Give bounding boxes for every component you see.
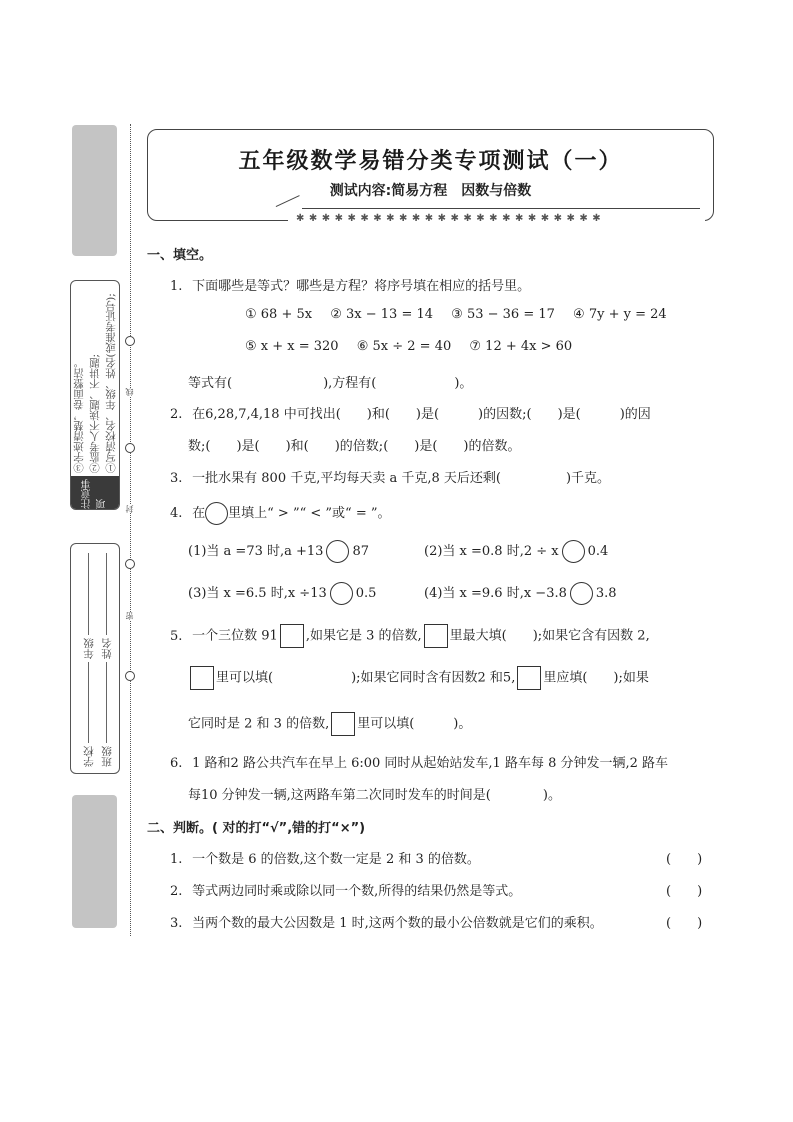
q1-item-6: ⑥ 5x ÷ 2 = 40 xyxy=(356,339,452,354)
circle-placeholder-icon xyxy=(205,502,228,525)
notice-box xyxy=(70,280,120,510)
judge-1-answer[interactable]: ( ) xyxy=(666,852,703,867)
q5-line1 xyxy=(170,624,650,648)
notice-heading-text: 注意事项 xyxy=(82,479,108,509)
student-info-box xyxy=(70,543,120,774)
q1-text: 下面哪些是等式？哪些是方程？将序号填在相应的括号里。 xyxy=(192,279,531,294)
field-line-grade[interactable] xyxy=(88,553,89,635)
q5-text-1c[interactable]: 里最大填( );如果它含有因数 2, xyxy=(449,628,650,644)
q4-number: 4. xyxy=(170,506,183,521)
q4-part-3-expr: (3)当 x =6.5 时,x ÷13 xyxy=(188,586,327,601)
q5-box-ref-1 xyxy=(424,624,448,648)
field-line-school[interactable] xyxy=(88,662,89,744)
judge-2-text: 等式两边同时乘或除以同一个数,所得的结果仍然是等式。 xyxy=(192,884,522,899)
q2-line2[interactable]: 数;( )是( )和( )的倍数;( )是( )的倍数。 xyxy=(188,439,521,454)
binding-hole-2 xyxy=(125,443,135,453)
q1-item-3: ③ 53 − 36 = 17 xyxy=(451,307,555,322)
q6-number: 6. xyxy=(170,756,183,771)
q1-line xyxy=(170,275,530,294)
q4-part-4-compare-circle[interactable] xyxy=(570,582,593,605)
judge-3-number: 3. xyxy=(170,916,183,931)
judge-item-1 xyxy=(170,848,480,867)
label-school: 学校 xyxy=(83,746,95,767)
page-title: 五年级数学易错分类专项测试（一） xyxy=(238,148,623,174)
q4-part-1 xyxy=(188,540,369,563)
title-rule-left xyxy=(158,220,278,221)
q4-part-1-value: 87 xyxy=(352,544,369,559)
field-line-name[interactable] xyxy=(106,553,107,635)
q6-line1 xyxy=(170,752,668,771)
q5-text-1a: 一个三位数 91 xyxy=(192,628,278,644)
q4-text-after: 里填上“ > ”“ < ”或“ = ”。 xyxy=(228,506,391,521)
judge-1-text: 一个数是 6 的倍数,这个数一定是 2 和 3 的倍数。 xyxy=(192,852,480,867)
judge-1-number: 1. xyxy=(170,852,183,867)
notice-lines xyxy=(73,285,117,473)
notice-line-3: ③字迹清楚，卷面整洁。 xyxy=(72,357,85,473)
binding-hole-3 xyxy=(125,559,135,569)
q5-text-1b: ,如果它是 3 的倍数, xyxy=(305,628,422,644)
q4-part-4-expr: (4)当 x =9.6 时,x −3.8 xyxy=(424,586,567,601)
q6-text-1: 1 路和2 路公共汽车在早上 6:00 同时从起始站发车,1 路车每 8 分钟发一辆,2 路车 xyxy=(192,756,669,771)
q6-line2[interactable]: 每10 分钟发一辆,这两路车第二次同时发车的时间是( )。 xyxy=(188,788,561,803)
q2-text-1[interactable]: 在6,28,7,4,18 中可找出( )和( )是( )的因数;( )是( )的因 xyxy=(192,407,651,422)
notice-line-2: ②监考人不读题、不讲题; xyxy=(88,353,101,473)
q4-part-3-value: 0.5 xyxy=(355,586,377,601)
cut-word-line: 线 xyxy=(125,388,134,396)
q4-line xyxy=(170,502,391,525)
q5-text-2a[interactable]: 里可以填( );如果它同时含有因数2 和5, xyxy=(216,670,516,686)
field-line-class[interactable] xyxy=(106,662,107,744)
binding-gray-block-top xyxy=(72,125,117,256)
label-grade: 年级 xyxy=(83,637,95,659)
q4-part-3-compare-circle[interactable] xyxy=(330,582,353,605)
label-class: 班级 xyxy=(101,746,113,767)
cut-word-secret: 密 xyxy=(125,612,134,620)
q5-digit-box[interactable] xyxy=(280,624,304,648)
binding-hole-1 xyxy=(125,336,135,346)
page-subtitle: 测试内容:简易方程 因数与倍数 xyxy=(329,183,532,199)
q5-box-ref-4 xyxy=(331,712,355,736)
judge-2-answer[interactable]: ( ) xyxy=(666,884,703,899)
judge-3-text: 当两个数的最大公因数是 1 时,这两个数的最小公倍数就是它们的乘积。 xyxy=(192,916,603,931)
q4-part-1-expr: (1)当 a =73 时,a +13 xyxy=(188,544,324,559)
q1-item-7: ⑦ 12 + 4x > 60 xyxy=(469,339,573,354)
q5-number: 5. xyxy=(170,628,183,644)
q4-part-2-value: 0.4 xyxy=(587,544,609,559)
q5-line2 xyxy=(188,666,649,690)
q4-part-3 xyxy=(188,582,376,605)
cut-word-seal: 封 xyxy=(125,505,134,513)
q4-part-2 xyxy=(424,540,608,563)
q1-item-5: ⑤ x + x = 320 xyxy=(245,339,339,354)
q1-item-4: ④ 7y + y = 24 xyxy=(573,307,667,322)
label-name: 姓名 xyxy=(101,637,113,659)
q3-line xyxy=(170,467,610,486)
judge-item-3 xyxy=(170,912,603,931)
notice-line-1: ①写清校名、年级、姓名(或准考证号); xyxy=(104,293,117,473)
q1-number: 1. xyxy=(170,279,183,294)
q1-item-1: ① 68 + 5x xyxy=(245,307,313,322)
q5-box-ref-3 xyxy=(517,666,541,690)
q4-part-1-compare-circle[interactable] xyxy=(326,540,349,563)
q4-part-2-expr: (2)当 x =0.8 时,2 ÷ x xyxy=(424,544,559,559)
q4-part-2-compare-circle[interactable] xyxy=(562,540,585,563)
notice-heading xyxy=(71,476,119,509)
q3-number: 3. xyxy=(170,471,183,486)
q5-text-2b[interactable]: 里应填( );如果 xyxy=(543,670,649,686)
judge-3-answer[interactable]: ( ) xyxy=(666,916,703,931)
q5-box-ref-2 xyxy=(190,666,214,690)
q2-line1 xyxy=(170,403,651,422)
decorative-stars: ✱✱✱✱✱✱✱✱✱✱✱✱✱✱✱✱✱✱✱✱✱✱✱✱ xyxy=(296,213,606,224)
binding-gray-block-bottom xyxy=(72,795,117,928)
q5-text-3b[interactable]: 里可以填( )。 xyxy=(357,716,472,732)
info-column-right xyxy=(99,550,114,767)
q2-number: 2. xyxy=(170,407,183,422)
judge-item-2 xyxy=(170,880,521,899)
q1-items-row1 xyxy=(245,307,667,322)
q4-text-before: 在 xyxy=(192,506,206,521)
section-2-heading: 二、判断。( 对的打“√”,错的打“×”) xyxy=(147,821,366,836)
q1-item-2: ② 3x − 13 = 14 xyxy=(330,307,434,322)
q1-answer-line[interactable]: 等式有( ),方程有( )。 xyxy=(188,376,473,391)
cut-line xyxy=(130,124,131,936)
q1-items-row2 xyxy=(245,339,572,354)
q3-text[interactable]: 一批水果有 800 千克,平均每天卖 a 千克,8 天后还剩( )千克。 xyxy=(192,471,611,486)
q4-part-4 xyxy=(424,582,617,605)
judge-2-number: 2. xyxy=(170,884,183,899)
binding-hole-4 xyxy=(125,671,135,681)
q5-text-3a: 它同时是 2 和 3 的倍数, xyxy=(188,716,330,732)
q5-line3 xyxy=(188,712,471,736)
section-1-heading: 一、填空。 xyxy=(147,248,213,263)
title-rule-inner xyxy=(302,208,700,209)
info-column-left xyxy=(81,550,96,767)
q4-part-4-value: 3.8 xyxy=(595,586,617,601)
